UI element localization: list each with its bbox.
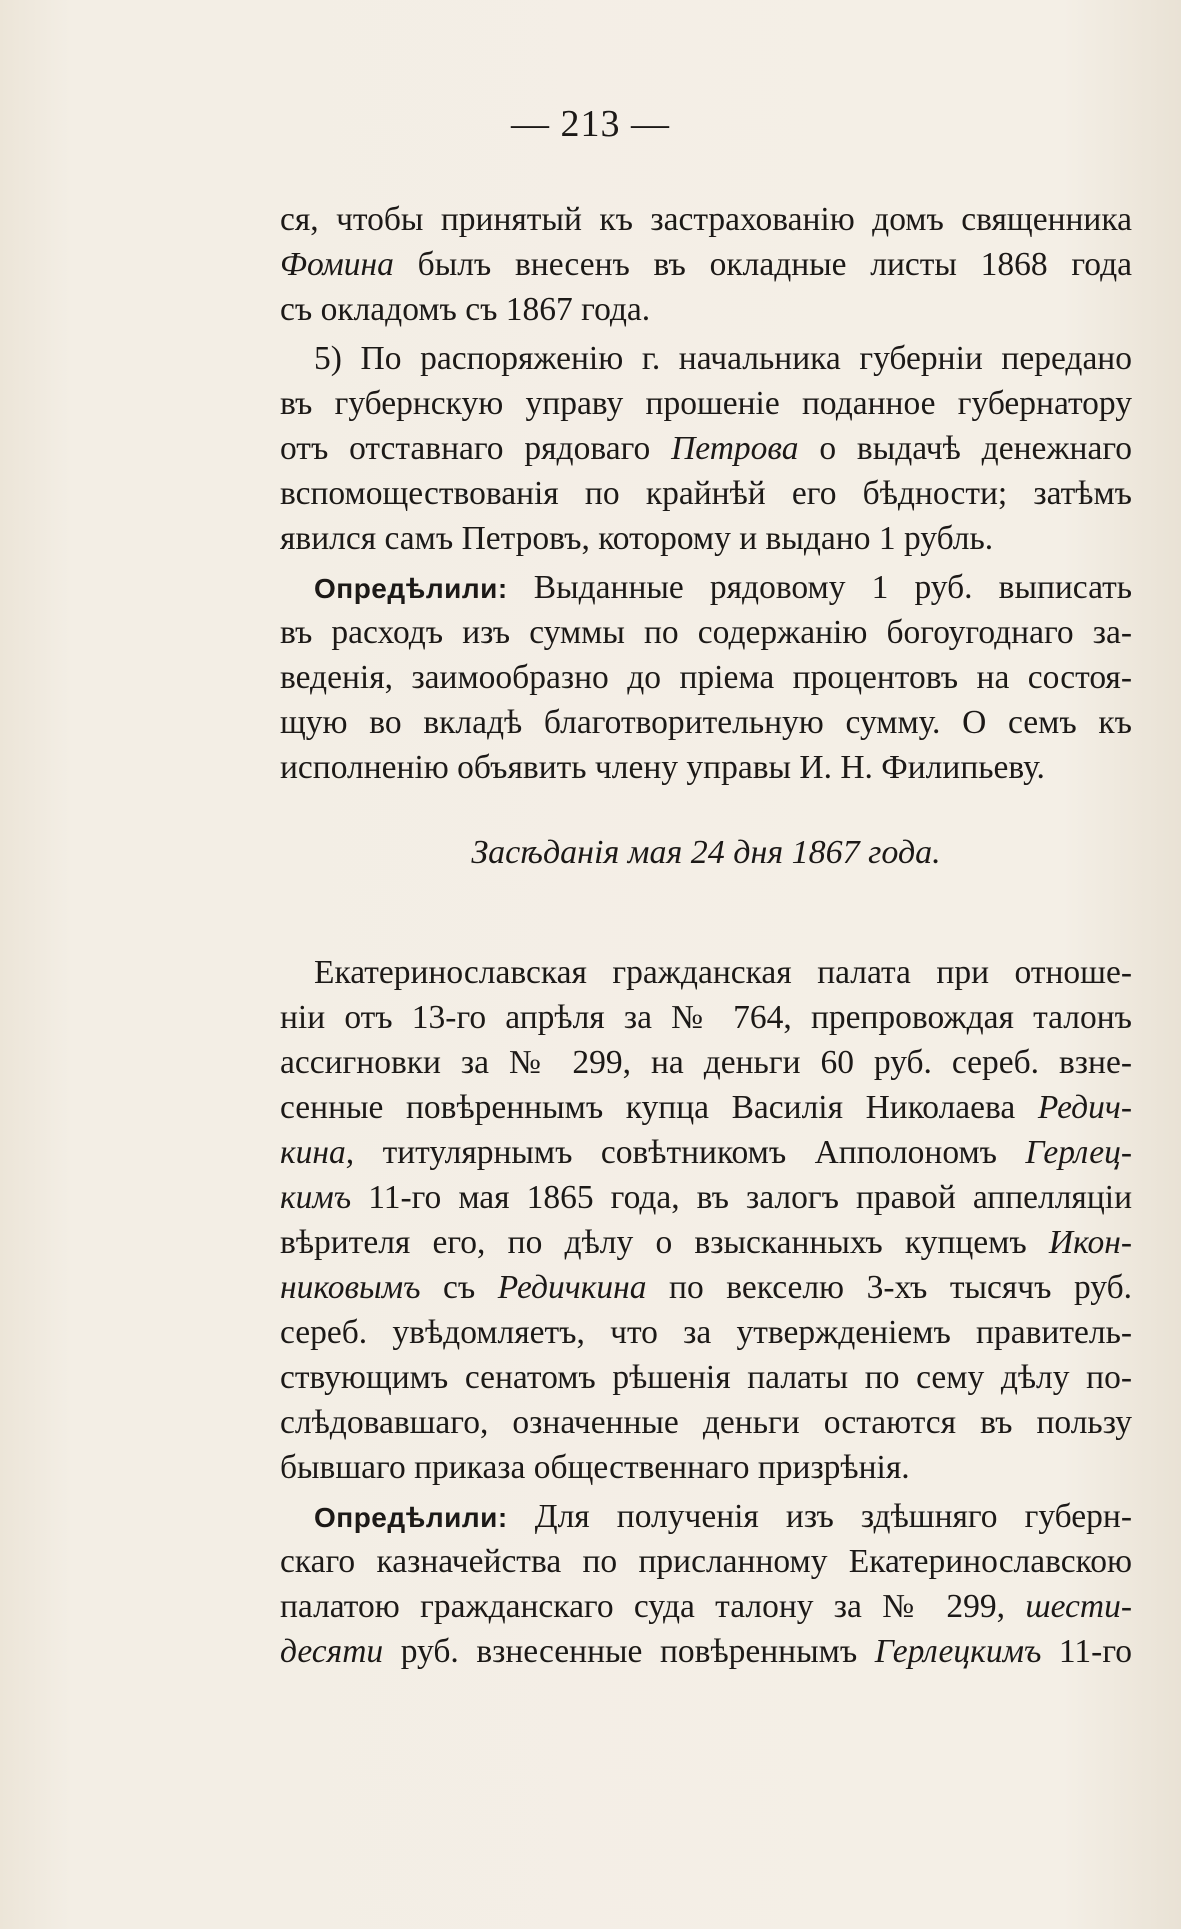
text-line: кина, титулярнымъ совѣтникомъ Апполономъ Герлец- [280, 1134, 1132, 1171]
text-line: 5) По распоряженію г. начальника губерніи передано [314, 340, 1132, 377]
page-number: — 213 — [511, 103, 670, 145]
text-line: Фомина былъ внесенъ въ окладные листы 1868 года [280, 246, 1132, 283]
paragraph-civil-chamber [280, 950, 1132, 1490]
text-line: вспомоществованія по крайнѣй его бѣдности; затѣмъ [280, 475, 1132, 512]
text-line: ся, чтобы принятый къ застрахованію домъ священника [280, 201, 1132, 238]
text-line: Екатеринославская гражданская палата при отноше- [314, 954, 1132, 991]
paragraph-resolution-treasury [280, 1494, 1132, 1674]
text-line: съ окладомъ съ 1867 года. [280, 291, 651, 328]
text-line: отъ отставнаго рядоваго Петрова о выдачѣ денежнаго [280, 430, 1132, 467]
page-body [280, 197, 1132, 1674]
text-line: Опредѣлили: Для полученія изъ здѣшняго губерн- [314, 1498, 1132, 1535]
session-heading: Засѣданія мая 24 дня 1867 года. [471, 834, 941, 871]
paragraph-fomin-insurance [280, 197, 1132, 332]
text-line: скаго казначейства по присланному Екатеринославскою [280, 1543, 1132, 1580]
text-line: въ губернскую управу прошеніе поданное губернатору [280, 385, 1132, 422]
text-line: кимъ 11-го мая 1865 года, въ залогъ правой аппелляціи [280, 1179, 1132, 1216]
paragraph-resolution-petrov [280, 565, 1132, 790]
text-line: Опредѣлили: Выданные рядовому 1 руб. выписать [314, 569, 1132, 606]
text-line: щую во вкладѣ благотворительную сумму. О семъ къ [280, 704, 1132, 741]
text-line: ніи отъ 13-го апрѣля за № 764, препровождая талонъ [280, 999, 1132, 1036]
paragraph-petrov-petition [280, 336, 1132, 561]
text-line: веденія, заимообразно до пріема процентовъ на состоя- [280, 659, 1132, 696]
text-line: въ расходъ изъ суммы по содержанію богоугоднаго за- [280, 614, 1132, 651]
text-line: никовымъ съ Редичкина по векселю 3-хъ тысячъ руб. [280, 1269, 1132, 1306]
text-line: сенные повѣреннымъ купца Василія Николаева Редич- [280, 1089, 1132, 1126]
text-line: ассигновки за № 299, на деньги 60 руб. сереб. взне- [280, 1044, 1132, 1081]
text-line: слѣдовавшаго, означенные деньги остаются въ пользу [280, 1404, 1132, 1441]
text-line: десяти руб. взнесенные повѣреннымъ Герлецкимъ 11-го [280, 1633, 1132, 1670]
text-line: исполненію объявить члену управы И. Н. Филипьеву. [280, 749, 1045, 786]
text-line: вѣрителя его, по дѣлу о взысканныхъ купцемъ Икон- [280, 1224, 1132, 1261]
text-line: сереб. увѣдомляетъ, что за утвержденіемъ правитель- [280, 1314, 1132, 1351]
text-line: палатою гражданскаго суда талону за № 299, шести- [280, 1588, 1132, 1625]
text-line: бывшаго приказа общественнаго призрѣнія. [280, 1449, 910, 1486]
text-line: ствующимъ сенатомъ рѣшенія палаты по сему дѣлу по- [280, 1359, 1132, 1396]
text-line: явился самъ Петровъ, которому и выдано 1 рубль. [280, 520, 994, 557]
